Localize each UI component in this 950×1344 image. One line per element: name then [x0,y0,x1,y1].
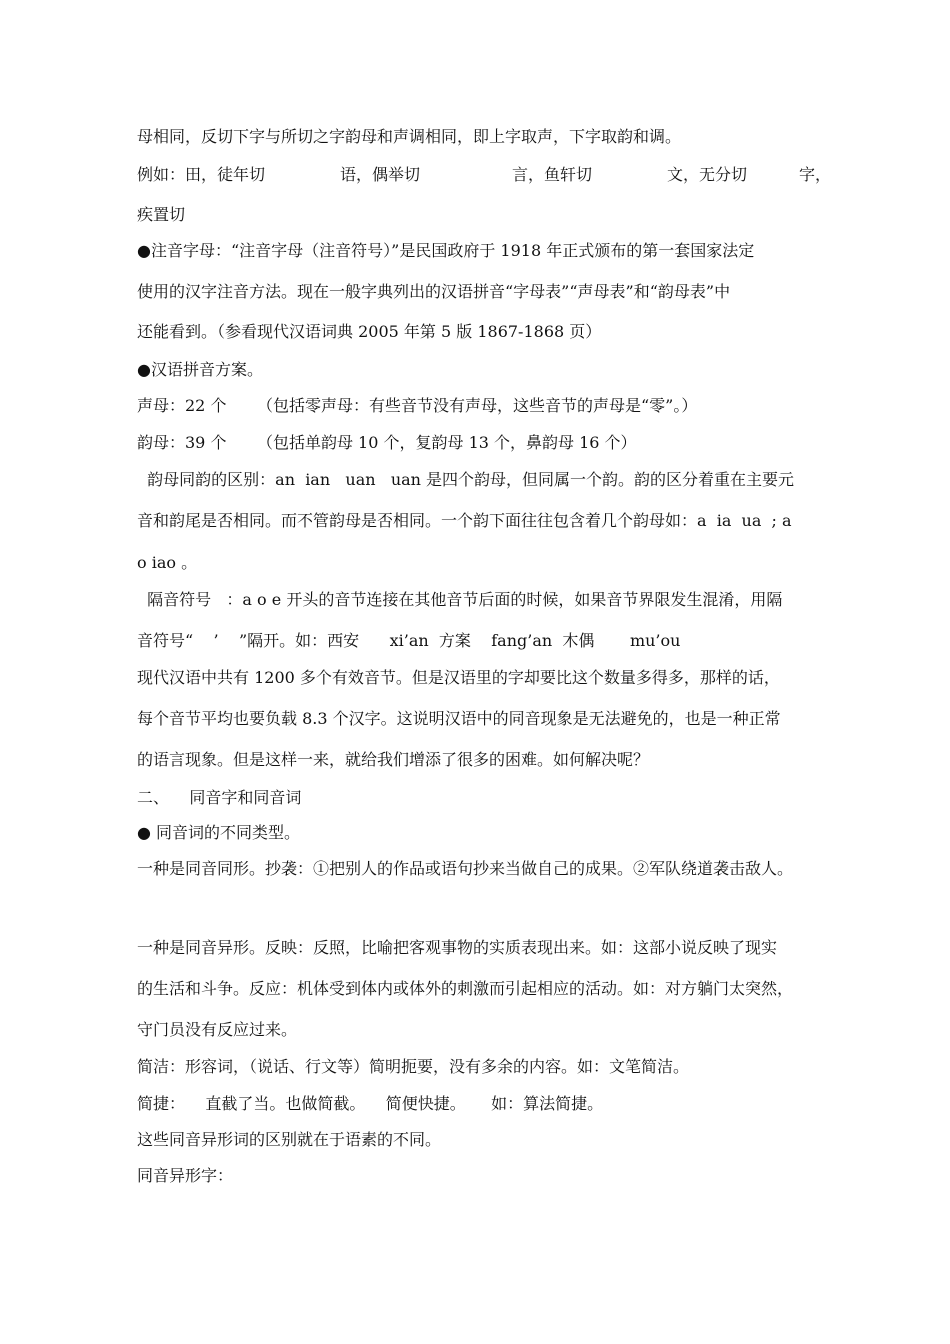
text-line-3: 疾置切 [137,205,186,224]
text-line-20: 一种是同音同形。抄袭：①把别人的作品或语句抄来当做自己的成果。②军队绕道袭击敌人。 [137,859,794,878]
text-line-27: 同音异形字： [137,1166,234,1185]
example-segment-3: 言，鱼轩切 [512,165,593,184]
text-line-8: 声母：22 个 （包括零声母：有些音节没有声母，这些音节的声母是“零”。） [137,396,698,415]
text-line-5: 使用的汉字注音方法。现在一般字典列出的汉语拼音“字母表”“声母表”和“韵母表”中 [137,282,731,301]
text-line-6: 还能看到。（参看现代汉语词典 2005 年第 5 版 1867-1868 页） [137,322,602,341]
text-line-19: ● 同音词的不同类型。 [137,823,301,842]
example-segment-1: 例如：田，徒年切 [137,165,266,184]
text-line-26: 这些同音异形词的区别就在于语素的不同。 [137,1130,442,1149]
text-line-4: ●注音字母：“注音字母（注音符号）”是民国政府于 1918 年正式颁布的第一套国家法定 [137,241,755,260]
example-segment-2: 语，偶举切 [340,165,421,184]
text-line-13: 隔音符号 ：a o e 开头的音节连接在其他音节后面的时候，如果音节界限发生混淆，用隔 [137,590,783,609]
text-line-11: 音和韵尾是否相同。而不管韵母是否相同。一个韵下面往往包含着几个韵母如：a ia ua ; a [137,511,792,530]
text-line-17: 的语言现象。但是这样一来，就给我们增添了很多的困难。如何解决呢？ [137,750,650,769]
text-line-21: 一种是同音异形。反映：反照，比喻把客观事物的实质表现出来。如：这部小说反映了现实 [137,938,778,957]
example-segment-4: 文，无分切 [667,165,748,184]
section-heading: 二、 同音字和同音词 [137,788,302,807]
text-line-16: 每个音节平均也要负载 8.3 个汉字。这说明汉语中的同音现象是无法避免的，也是一种正常 [137,709,781,728]
text-line-10: 韵母同韵的区别：an ian uan uan 是四个韵母，但同属一个韵。韵的区分着重在主要元 [137,470,795,489]
text-line-15: 现代汉语中共有 1200 多个有效音节。但是汉语里的字却要比这个数量多得多，那样的话， [137,668,780,687]
text-line-9: 韵母：39 个 （包括单韵母 10 个，复韵母 13 个，鼻韵母 16 个） [137,433,637,452]
example-segment-5: 字， [799,165,832,184]
text-line-22: 的生活和斗争。反应：机体受到体内或体外的刺激而引起相应的活动。如：对方躺门太突然， [137,979,794,998]
text-line-24: 简洁：形容词，（说话、行文等）简明扼要，没有多余的内容。如：文笔简洁。 [137,1057,690,1076]
text-line-14: 音符号“ ’ ”隔开。如：西安 xi’an 方案 fang’an 木偶 mu’ou [137,631,681,650]
text-line-25: 简捷： 直截了当。也做简截。 简便快捷。 如：算法简捷。 [137,1094,604,1113]
text-line-12: o iao 。 [137,553,198,572]
text-line-23: 守门员没有反应过来。 [137,1020,298,1039]
text-line-1: 母相同，反切下字与所切之字韵母和声调相同，即上字取声，下字取韵和调。 [137,127,682,146]
text-line-7: ●汉语拼音方案。 [137,360,263,379]
